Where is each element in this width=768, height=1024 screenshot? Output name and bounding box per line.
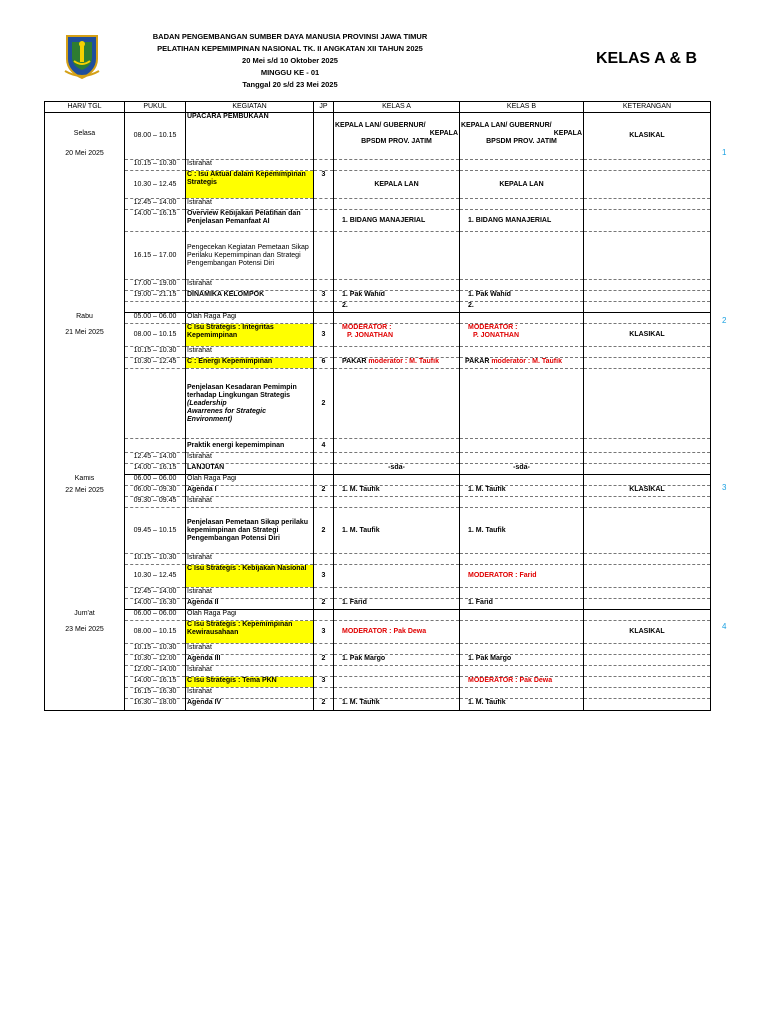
activity-cell: Istirahat xyxy=(186,666,314,677)
time-cell: 10.15 – 10.30 xyxy=(125,554,186,565)
col-header-kelas-a: KELAS A xyxy=(334,102,460,113)
schedule-table xyxy=(44,101,711,711)
header-line-4: MINGGU KE - 01 xyxy=(260,68,320,77)
time-cell: 05.00 – 06.00 xyxy=(125,313,186,324)
time-cell: 12.45 – 14.00 xyxy=(125,588,186,599)
col-header-keterangan: KETERANGAN xyxy=(584,102,711,113)
table-row xyxy=(45,210,711,232)
activity-cell: Istirahat xyxy=(186,644,314,655)
header-line-5: Tanggal 20 s/d 23 Mei 2025 xyxy=(242,80,338,89)
time-cell: 10.30 – 12.00 xyxy=(125,655,186,666)
col-header-pukul: PUKUL xyxy=(125,102,186,113)
kelas-b-cell: KEPALA LAN xyxy=(460,171,584,199)
moderator-label: MODERATOR : xyxy=(342,324,392,331)
keterangan-cell: KLASIKAL xyxy=(584,486,711,497)
kelas-b-cell: 1. M. Taufik xyxy=(460,699,584,711)
table-row xyxy=(45,610,711,621)
jp-cell: 3 xyxy=(314,677,334,688)
activity-cell: Istirahat xyxy=(186,554,314,565)
jp-cell: 2 xyxy=(314,369,334,439)
time-cell: 12.45 – 14.00 xyxy=(125,453,186,464)
kelas-a-cell xyxy=(334,324,460,347)
header-line-2: PELATIHAN KEPEMIMPINAN NASIONAL TK. II ANGKATAN XII TAHUN 2025 xyxy=(157,44,423,53)
keterangan-cell: KLASIKAL xyxy=(584,621,711,644)
page-number: 3 xyxy=(722,483,727,492)
time-cell: 16.15 – 17.00 xyxy=(125,232,186,280)
day-cell xyxy=(45,475,125,610)
table-row xyxy=(45,688,711,699)
table-row xyxy=(45,666,711,677)
kelas-a-cell: 1. M. Taufik xyxy=(334,699,460,711)
day-cell xyxy=(45,113,125,313)
kelas-a-cell: MODERATOR : Pak Dewa xyxy=(334,621,460,644)
kelas-a-cell: 2. xyxy=(334,302,460,313)
kelas-a-cell: 1. M. Taufik xyxy=(334,486,460,497)
pakar-label: PAKAR xyxy=(342,358,367,365)
activity-cell: Istirahat xyxy=(186,199,314,210)
kelas-a-cell xyxy=(334,113,460,160)
jp-cell: 2 xyxy=(314,655,334,666)
page-number: 1 xyxy=(722,148,727,157)
jp-cell: 2 xyxy=(314,699,334,711)
activity-cell: Olah Raga Pagi xyxy=(186,313,314,324)
kelas-a-cell: 1. Pak Wahid xyxy=(334,291,460,302)
table-row xyxy=(45,475,711,486)
col-header-hari: HARI/ TGL xyxy=(45,102,125,113)
kelas-b-cell: 1. Pak Margo xyxy=(460,655,584,666)
kelas-a-cell: KEPALA LAN xyxy=(334,171,460,199)
moderator-name: moderator : M. Taufik xyxy=(491,358,562,365)
day-cell xyxy=(45,610,125,711)
activity-cell: C Isu Strategis : Kebijakan Nasional xyxy=(186,565,314,588)
activity-cell: Istirahat xyxy=(186,280,314,291)
table-row xyxy=(45,280,711,291)
kelas-b-cell: 1. M. Taufik xyxy=(460,486,584,497)
table-row xyxy=(45,160,711,171)
moderator-name: P. JONATHAN xyxy=(347,332,394,339)
time-cell: 08.00 – 10.15 xyxy=(125,324,186,347)
pakar-label: PAKAR xyxy=(465,358,490,365)
activity-cell: Agenda II xyxy=(186,599,314,610)
activity-cell: Istirahat xyxy=(186,497,314,508)
table-row xyxy=(45,599,711,610)
kelas-b-cell: 1. BIDANG MANAJERIAL xyxy=(460,210,584,232)
table-row xyxy=(45,655,711,666)
activity-cell: Istirahat xyxy=(186,688,314,699)
kelas-b-cell: 2. xyxy=(460,302,584,313)
moderator-name: P. JONATHAN xyxy=(473,332,520,339)
table-row xyxy=(45,588,711,599)
kelas-b-line: BPSDM PROV. JATIM xyxy=(486,138,557,145)
day-date: 21 Mei 2025 xyxy=(65,328,104,336)
moderator-name: moderator : M. Taufik xyxy=(368,358,439,365)
day-date: 20 Mei 2025 xyxy=(65,150,104,157)
table-row xyxy=(45,439,711,453)
day-date: 22 Mei 2025 xyxy=(65,486,104,494)
table-row xyxy=(45,644,711,655)
activity-cell: C : Energi Kepemimpinan xyxy=(186,358,314,369)
col-header-kelas-b: KELAS B xyxy=(460,102,584,113)
time-cell: 08.00 – 10.15 xyxy=(125,621,186,644)
activity-cell: Praktik energi kepemimpinan xyxy=(186,439,314,453)
day-name: Rabu xyxy=(76,312,93,320)
table-row xyxy=(45,699,711,711)
activity-cell: Istirahat xyxy=(186,160,314,171)
day-name: Selasa xyxy=(73,130,96,137)
page-number: 2 xyxy=(722,316,727,325)
activity-cell: LANJUTAN xyxy=(186,464,314,475)
keterangan-cell: KLASIKAL xyxy=(584,324,711,347)
kelas-b-line: KEPALA LAN/ GUBERNUR/ xyxy=(461,122,552,129)
kelas-a-line: BPSDM PROV. JATIM xyxy=(361,138,432,145)
activity-cell: UPACARA PEMBUKAAN xyxy=(186,113,314,160)
activity-cell: Penjelasan Pemetaan Sikap perilaku kepemimpinan dan Strategi Pengembangan Potensi Diri xyxy=(186,508,314,554)
jp-cell: 3 xyxy=(314,621,334,644)
time-cell: 14.00 – 16.15 xyxy=(125,464,186,475)
jp-cell: 3 xyxy=(314,324,334,347)
time-cell: 10.30 – 12.45 xyxy=(125,171,186,199)
table-row xyxy=(45,369,711,439)
time-cell: 10.30 – 12.45 xyxy=(125,358,186,369)
jp-cell: 2 xyxy=(314,486,334,497)
time-cell: 08.00 – 10.15 xyxy=(125,113,186,160)
time-cell: 17.00 – 19.00 xyxy=(125,280,186,291)
time-cell: 10.30 – 12.45 xyxy=(125,565,186,588)
moderator-label: MODERATOR : xyxy=(468,324,518,331)
kelas-b-cell xyxy=(460,324,584,347)
time-cell: 09.30 – 09.45 xyxy=(125,497,186,508)
jp-cell: 2 xyxy=(314,508,334,554)
kelas-a-cell: 1. BIDANG MANAJERIAL xyxy=(334,210,460,232)
keterangan-cell: KLASIKAL xyxy=(584,113,711,160)
time-cell: 09.45 – 10.15 xyxy=(125,508,186,554)
activity-cell xyxy=(186,369,314,439)
time-cell: 10.15 – 10.30 xyxy=(125,347,186,358)
table-row xyxy=(45,313,711,324)
kelas-a-line: KEPALA LAN/ GUBERNUR/ xyxy=(335,122,426,129)
kelas-b-cell: 1. Farid xyxy=(460,599,584,610)
table-row xyxy=(45,199,711,210)
jp-cell xyxy=(314,113,334,160)
table-row xyxy=(45,497,711,508)
jp-cell: 3 xyxy=(314,565,334,588)
col-header-kegiatan: KEGIATAN xyxy=(186,102,314,113)
header-line-3: 20 Mei s/d 10 Oktober 2025 xyxy=(242,56,338,65)
table-row xyxy=(45,302,711,313)
kelas-title: KELAS A & B xyxy=(596,50,698,67)
table-row xyxy=(45,324,711,347)
jp-cell: 2 xyxy=(314,599,334,610)
kelas-b-cell xyxy=(460,113,584,160)
header-line-1: BADAN PENGEMBANGAN SUMBER DAYA MANUSIA PROVINSI JAWA TIMUR xyxy=(152,32,428,41)
page-number: 4 xyxy=(722,622,727,631)
day-name: Kamis xyxy=(74,474,95,482)
table-row xyxy=(45,347,711,358)
activity-cell: Istirahat xyxy=(186,453,314,464)
day-name: Jum'at xyxy=(74,609,95,617)
kelas-b-cell: -sda- xyxy=(460,464,584,475)
table-row xyxy=(45,113,711,160)
table-row xyxy=(45,621,711,644)
time-cell: 16.15 – 16.30 xyxy=(125,688,186,699)
kelas-b-cell: MODERATOR : Farid xyxy=(460,565,584,588)
jp-cell: 6 xyxy=(314,358,334,369)
activity-cell: DINAMIKA KELOMPOK xyxy=(186,291,314,302)
activity-cell: C : Isu Aktual dalam Kepemimpinan Strategis xyxy=(186,171,314,199)
kelas-b-cell: MODERATOR : Pak Dewa xyxy=(460,677,584,688)
activity-cell: Istirahat xyxy=(186,347,314,358)
jp-cell: 3 xyxy=(314,291,334,302)
kelas-b-line: KEPALA xyxy=(553,130,582,137)
kelas-b-cell: 1. Pak Wahid xyxy=(460,291,584,302)
activity-cell: Overview Kebijakan Pelatihan dan Penjelasan Pemanfaat AI xyxy=(186,210,314,232)
table-row xyxy=(45,171,711,199)
activity-cell: Agenda I xyxy=(186,486,314,497)
activity-cell: Agenda III xyxy=(186,655,314,666)
table-row xyxy=(45,554,711,565)
kelas-b-cell: 1. M. Taufik xyxy=(460,508,584,554)
time-cell: 06.00 – 09.30 xyxy=(125,486,186,497)
day-date: 23 Mei 2025 xyxy=(65,625,104,633)
col-header-jp: JP xyxy=(314,102,334,113)
activity-cell: Pengecekan Kegiatan Pemetaan Sikap Perilaku Kepemimpinan dan Strategi Pengembangan Potensi Diri xyxy=(186,232,314,280)
table-header-row xyxy=(45,102,711,113)
time-cell: 10.15 – 10.30 xyxy=(125,160,186,171)
table-row xyxy=(45,464,711,475)
time-cell: 14.00 – 16.30 xyxy=(125,599,186,610)
day-cell xyxy=(45,313,125,475)
jp-cell: 4 xyxy=(314,439,334,453)
kelas-a-cell xyxy=(334,358,460,369)
jatim-emblem-logo xyxy=(63,33,101,79)
jp-cell: 3 xyxy=(314,171,334,199)
kelas-a-cell: 1. M. Taufik xyxy=(334,508,460,554)
time-cell: 10.15 – 10.30 xyxy=(125,644,186,655)
table-row xyxy=(45,486,711,497)
activity-cell: C Isu Strategis : Integritas Kepemimpinan xyxy=(186,324,314,347)
time-cell: 06.00 – 06.00 xyxy=(125,610,186,621)
time-cell: 12.00 – 14.00 xyxy=(125,666,186,677)
kelas-a-cell: -sda- xyxy=(334,464,460,475)
table-row xyxy=(45,508,711,554)
kelas-b-cell xyxy=(460,358,584,369)
activity-line: (Leadership xyxy=(187,399,227,407)
kelas-a-line: KEPALA xyxy=(429,130,458,137)
activity-cell: Olah Raga Pagi xyxy=(186,475,314,486)
activity-cell: C Isu Strategis : Kepemimpinan Kewirausahaan xyxy=(186,621,314,644)
time-cell: 14.00 – 16.15 xyxy=(125,210,186,232)
table-row xyxy=(45,358,711,369)
time-cell: 06.00 – 06.00 xyxy=(125,475,186,486)
time-cell: 19.00 – 21.15 xyxy=(125,291,186,302)
time-cell: 16.30 – 18.00 xyxy=(125,699,186,711)
table-row xyxy=(45,291,711,302)
activity-cell: Istirahat xyxy=(186,588,314,599)
table-row xyxy=(45,453,711,464)
table-row xyxy=(45,565,711,588)
time-cell: 14.00 – 16.15 xyxy=(125,677,186,688)
table-row xyxy=(45,232,711,280)
activity-cell: C Isu Strategis : Tema PKN xyxy=(186,677,314,688)
time-cell: 12.45 – 14.00 xyxy=(125,199,186,210)
table-row xyxy=(45,677,711,688)
kelas-a-cell: 1. Pak Margo xyxy=(334,655,460,666)
kelas-a-cell: 1. Farid xyxy=(334,599,460,610)
activity-cell: Olah Raga Pagi xyxy=(186,610,314,621)
activity-line: Penjelasan Kesadaran Pemimpin terhadap Lingkungan Strategis xyxy=(187,383,297,399)
activity-cell: Agenda IV xyxy=(186,699,314,711)
activity-line: Awarrenes for Strategic Environment) xyxy=(187,407,266,423)
